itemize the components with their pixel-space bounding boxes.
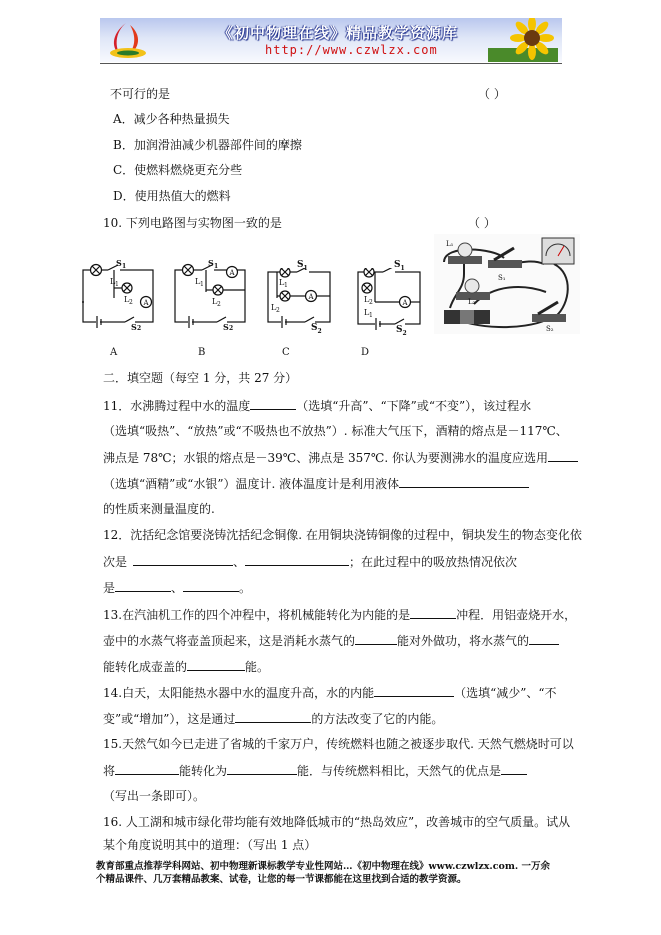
circuit-c-switch1-label: $S_1$: [297, 260, 308, 272]
svg-text:A: A: [308, 293, 314, 301]
q16-line2: 某个角度说明其中的道理：（写出 1 点）: [103, 838, 317, 852]
svg-text:2: 2: [276, 307, 280, 314]
q14-line1: 14.白天，太阳能热水器中水的温度升高，水的内能 （选填“减少”、“不: [103, 686, 557, 700]
circuit-diagram-c: [265, 268, 337, 330]
banner-url[interactable]: http://www.czwlzx.com: [265, 43, 438, 57]
svg-text:L: L: [124, 295, 130, 304]
svg-text:2: 2: [129, 299, 133, 306]
section2-heading: 二．填空题（每空 1 分，共 27 分）: [103, 371, 298, 385]
svg-text:S: S: [131, 322, 137, 330]
q13-line1: 13.在汽油机工作的四个冲程中，将机械能转化为内能的是 冲程．用铝壶烧开水，: [103, 608, 577, 622]
q9-option-a: A．减少各种热量损失: [113, 112, 230, 126]
svg-text:S: S: [223, 322, 229, 330]
circuit-c-switch2-label: $S_2$: [311, 323, 322, 335]
q15-line1: 15.天然气如今已走进了省城的千家万户，传统燃料也随之被逐步取代. 天然气燃烧时可以: [103, 737, 574, 751]
svg-text:L: L: [195, 277, 201, 286]
q11-line3: 沸点是 78℃；水银的熔点是－39℃、沸点是 357℃. 你认为要测沸水的温度应选用: [103, 450, 578, 465]
circuit-diagram-d: [355, 268, 427, 334]
site-logo-icon: [106, 21, 150, 59]
svg-text:S₂: S₂: [546, 325, 554, 333]
banner-rule: [100, 63, 562, 64]
sunflower-icon: [488, 18, 558, 62]
svg-text:2: 2: [217, 301, 221, 308]
q13-line2: 壶中的水蒸气将壶盖顶起来，这是消耗水蒸气的 能对外做功，将水蒸气的: [103, 633, 559, 648]
q12-line1: 12．沈括纪念馆要浇铸沈括纪念铜像. 在用铜块浇铸铜像的过程中，铜块发生的物态变化依: [103, 528, 582, 542]
q15-line2: 将 能转化为 能．与传统燃料相比，天然气的优点是: [103, 763, 527, 778]
svg-text:1: 1: [284, 282, 288, 289]
svg-text:A: A: [229, 269, 235, 277]
svg-text:L: L: [364, 295, 370, 304]
q9-option-c: C．使燃料燃烧更充分些: [113, 163, 243, 177]
svg-text:2: 2: [137, 325, 142, 330]
svg-text:2: 2: [229, 325, 234, 330]
physical-circuit-photo: [434, 234, 580, 334]
svg-text:L₂: L₂: [468, 298, 476, 306]
ammeter-a-label: A: [143, 299, 149, 307]
svg-text:1: 1: [200, 281, 204, 288]
svg-text:S₁: S₁: [498, 274, 506, 282]
svg-text:S: S: [208, 258, 214, 268]
q12-line3: 是 、 。: [103, 581, 252, 595]
circuit-d-switch2-label: $S_2$: [396, 325, 407, 337]
svg-text:L: L: [271, 303, 277, 312]
circuit-label-a: A: [110, 347, 118, 358]
svg-text:L: L: [212, 297, 218, 306]
svg-text:2: 2: [369, 299, 373, 306]
q15-line3: （写出一条即可）。: [103, 789, 206, 803]
q9-stem: 不可行的是: [110, 87, 171, 101]
svg-text:L₁: L₁: [446, 240, 454, 248]
q11-line2: （选填“吸热”、“放热”或“不吸热也不放热”）. 标准大气压下，酒精的熔点是－117℃、: [103, 424, 568, 438]
svg-text:1: 1: [122, 263, 127, 270]
circuit-label-c: C: [282, 347, 290, 358]
q9-option-b: B．加润滑油减少机器部件间的摩擦: [113, 138, 302, 152]
footer-line2: 个精品课件、几万套精品教案、试卷，让您的每一节课都能在这里找到合适的教学资源。: [96, 874, 467, 885]
page-footer: [96, 860, 564, 886]
banner-title: 《初中物理在线》精品教学资源库: [218, 24, 459, 42]
svg-text:1: 1: [369, 312, 373, 319]
svg-text:1: 1: [115, 281, 119, 288]
q13-line3: 能转化成壶盖的 能。: [103, 660, 270, 674]
circuit-diagram-b: [172, 258, 254, 330]
circuit-d-switch1-label: $S_1$: [394, 260, 405, 272]
q10-stem: 10. 下列电路图与实物图一致的是: [103, 216, 282, 230]
header-banner: [100, 18, 562, 62]
svg-text:1: 1: [214, 263, 219, 270]
circuit-diagram-a: [80, 258, 162, 330]
q9-option-d: D．使用热值大的燃料: [113, 189, 231, 203]
svg-text:L: L: [364, 308, 370, 317]
q11-line1: 11．水沸腾过程中水的温度 （选填“升高”、“下降”或“不变”），该过程水: [103, 399, 532, 413]
q12-line2: 次是 、 ；在此过程中的吸放热情况依次: [103, 555, 518, 569]
q11-line4: （选填“酒精”或“水银”）温度计. 液体温度计是利用液体: [103, 476, 529, 491]
q10-answer-paren: （ ）: [468, 216, 496, 230]
svg-text:S: S: [116, 258, 122, 268]
circuit-label-b: B: [198, 347, 206, 358]
footer-line1: 教育部重点推荐学科网站、初中物理新课标教学专业性网站…《初中物理在线》www.czwlzx.com. 一万余: [96, 861, 551, 872]
q14-line2: 变”或“增加”），这是通过 的方法改变了它的内能。: [103, 712, 444, 726]
svg-text:L: L: [279, 278, 285, 287]
q11-line5: 的性质来测量温度的.: [103, 502, 215, 516]
q9-answer-paren: （ ）: [478, 87, 506, 101]
q16-line1: 16. 人工湖和城市绿化带均能有效地降低城市的“热岛效应”，改善城市的空气质量。试从: [103, 815, 571, 829]
svg-text:L: L: [110, 277, 116, 286]
svg-text:A: A: [402, 299, 408, 307]
circuit-label-d: D: [361, 347, 370, 358]
